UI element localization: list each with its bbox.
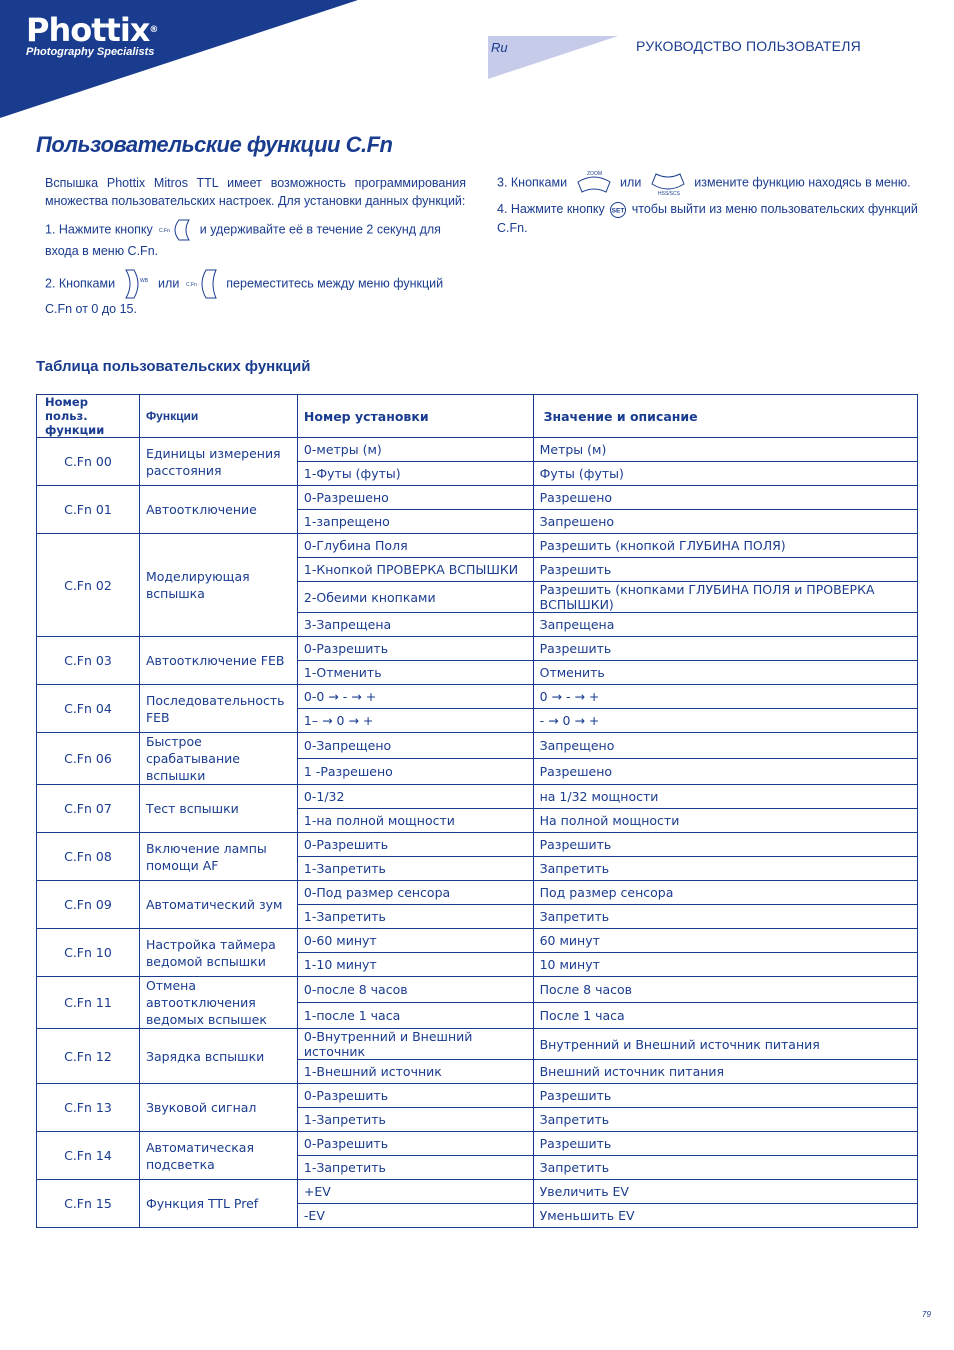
setting-description-cell: Запрещена (533, 613, 917, 637)
intro-text: Вспышка Phottix Mitros TTL имеет возможность программирования множества пользовательских настроек. Для установки данных функций: (45, 176, 466, 208)
function-number-cell: C.Fn 02 (37, 534, 140, 637)
setting-description-cell: Отменить (533, 661, 917, 685)
wb-icon-label: WB (139, 278, 148, 284)
function-number-cell: C.Fn 00 (37, 438, 140, 486)
setting-description-cell: 10 минут (533, 953, 917, 977)
table-row (37, 1132, 918, 1156)
header-description: Значение и описание (533, 395, 917, 438)
setting-number-cell: 0-Внутренний и Внешний источник (297, 1029, 533, 1060)
function-number-cell: C.Fn 03 (37, 637, 140, 685)
setting-description-cell: Футы (футы) (533, 462, 917, 486)
setting-description-cell: Разрешено (533, 759, 917, 785)
setting-number-cell: 1-Запретить (297, 905, 533, 929)
setting-number-cell: 0-60 минут (297, 929, 533, 953)
step-2-or: или (158, 276, 180, 291)
wb-button-icon (122, 268, 152, 300)
table-row (37, 534, 918, 558)
set-icon-label: SET (611, 207, 625, 215)
setting-number-cell: 0-Под размер сенсора (297, 881, 533, 905)
setting-description-cell: Разрешить (533, 833, 917, 857)
step-3 (497, 170, 927, 196)
step-4 (497, 200, 927, 237)
function-number-cell: C.Fn 12 (37, 1029, 140, 1084)
function-name-cell: Зарядка вспышки (139, 1029, 297, 1084)
setting-number-cell: 1-запрещено (297, 510, 533, 534)
logo-reg-mark: ® (149, 25, 158, 35)
setting-number-cell: 1-10 минут (297, 953, 533, 977)
setting-description-cell: Увеличить EV (533, 1180, 917, 1204)
setting-description-cell: 60 минут (533, 929, 917, 953)
step-3-text-a: 3. Кнопками (497, 175, 568, 190)
table-body (37, 438, 918, 1228)
function-name-cell: Функция TTL Pref (139, 1180, 297, 1228)
step-1-text-b: и удерживайте её в течение 2 секунд для входа в меню C.Fn. (45, 222, 441, 258)
table-row (37, 1180, 918, 1204)
setting-number-cell: 0-Разрешить (297, 1132, 533, 1156)
function-name-cell: Настройка таймера ведомой вспышки (139, 929, 297, 977)
function-number-cell: C.Fn 09 (37, 881, 140, 929)
setting-description-cell: Внутренний и Внешний источник питания (533, 1029, 917, 1060)
setting-description-cell: 0 → - → + (533, 685, 917, 709)
setting-number-cell: 1-Запретить (297, 1156, 533, 1180)
function-number-cell: C.Fn 14 (37, 1132, 140, 1180)
setting-number-cell: 3-Запрещена (297, 613, 533, 637)
function-name-cell: Последовательность FEB (139, 685, 297, 733)
function-number-cell: C.Fn 08 (37, 833, 140, 881)
step-1 (45, 218, 466, 260)
manual-title: РУКОВОДСТВО ПОЛЬЗОВАТЕЛЯ (636, 38, 861, 54)
function-name-cell: Автоотключение (139, 486, 297, 534)
function-name-cell: Тест вспышки (139, 785, 297, 833)
setting-number-cell: 1-Кнопкой ПРОВЕРКА ВСПЫШКИ (297, 558, 533, 582)
setting-description-cell: На полной мощности (533, 809, 917, 833)
setting-description-cell: После 8 часов (533, 977, 917, 1003)
setting-number-cell: 1-на полной мощности (297, 809, 533, 833)
table-row (37, 1029, 918, 1060)
table-row (37, 733, 918, 759)
cfn-icon-label: C.Fn (159, 228, 171, 234)
custom-functions-table (36, 394, 918, 1228)
language-tag: Ru (491, 40, 508, 55)
setting-description-cell: Запретить (533, 1156, 917, 1180)
phottix-logo (26, 12, 157, 58)
table-row (37, 977, 918, 1003)
hss-icon-label: HSS/SCS (657, 191, 680, 196)
function-name-cell: Автоматический зум (139, 881, 297, 929)
function-name-cell: Быстрое срабатывание вспышки (139, 733, 297, 785)
step-4-text-a: 4. Нажмите кнопку (497, 202, 605, 216)
table-row (37, 637, 918, 661)
setting-number-cell: 0-Разрешено (297, 486, 533, 510)
setting-description-cell: Разрешить (533, 637, 917, 661)
setting-description-cell: Запрешено (533, 510, 917, 534)
function-number-cell: C.Fn 15 (37, 1180, 140, 1228)
setting-description-cell: Запрещено (533, 733, 917, 759)
step-1-text-a: 1. Нажмите кнопку (45, 222, 153, 237)
setting-description-cell: Разрешить (533, 558, 917, 582)
function-number-cell: C.Fn 01 (37, 486, 140, 534)
setting-description-cell: Метры (м) (533, 438, 917, 462)
setting-number-cell: 0-0 → - → + (297, 685, 533, 709)
setting-number-cell: 0-1/32 (297, 785, 533, 809)
zoom-button-icon (574, 170, 614, 196)
step-3-or: или (620, 175, 642, 190)
function-number-cell: C.Fn 11 (37, 977, 140, 1029)
cfn-button-icon (159, 218, 193, 242)
table-row (37, 833, 918, 857)
setting-description-cell: Разрешить (кнопкой ГЛУБИНА ПОЛЯ) (533, 534, 917, 558)
function-name-cell: Включение лампы помощи AF (139, 833, 297, 881)
setting-description-cell: После 1 часа (533, 1003, 917, 1029)
setting-number-cell: 0-Разрешить (297, 833, 533, 857)
step-2-text-b: переместитесь между меню функций C.Fn от 0 до 15. (45, 276, 444, 316)
setting-description-cell: - → 0 → + (533, 709, 917, 733)
instructions-left (45, 174, 466, 326)
setting-number-cell: 1-Внешний источник (297, 1060, 533, 1084)
table-row (37, 785, 918, 809)
setting-number-cell: 1 -Разрешено (297, 759, 533, 785)
header-function-number: Номер польз. функции (37, 395, 140, 438)
setting-description-cell: Запретить (533, 1108, 917, 1132)
setting-description-cell: Разрешить (533, 1084, 917, 1108)
table-row (37, 1084, 918, 1108)
setting-description-cell: Запретить (533, 857, 917, 881)
setting-number-cell: 1– → 0 → + (297, 709, 533, 733)
setting-number-cell: 1-после 1 часа (297, 1003, 533, 1029)
setting-description-cell: Разрешено (533, 486, 917, 510)
function-name-cell: Отмена автоотключения ведомых вспышек (139, 977, 297, 1029)
function-name-cell: Автоотключение FEB (139, 637, 297, 685)
logo-tagline: Photography Specialists (26, 46, 155, 58)
setting-description-cell: Уменьшить EV (533, 1204, 917, 1228)
step-3-text-b: измените функцию находясь в меню. (694, 175, 911, 190)
cfn-button-icon-2 (186, 268, 220, 300)
function-number-cell: C.Fn 10 (37, 929, 140, 977)
setting-description-cell: Внешний источник питания (533, 1060, 917, 1084)
step-2-text-a: 2. Кнопками (45, 276, 116, 291)
setting-number-cell: 0-Разрешить (297, 1084, 533, 1108)
setting-description-cell: Разрешить (кнопками ГЛУБИНА ПОЛЯ и ПРОВЕРКА ВСПЫШКИ) (533, 582, 917, 613)
table-row (37, 685, 918, 709)
setting-description-cell: Под размер сенсора (533, 881, 917, 905)
setting-number-cell: -EV (297, 1204, 533, 1228)
zoom-icon-label: ZOOM (586, 171, 602, 177)
table-header-row (37, 395, 918, 438)
setting-number-cell: 0-Глубина Поля (297, 534, 533, 558)
function-number-cell: C.Fn 07 (37, 785, 140, 833)
setting-number-cell: +EV (297, 1180, 533, 1204)
step-4-text-b: чтобы выйти из меню пользовательских функций C.Fn. (497, 202, 918, 235)
function-number-cell: C.Fn 04 (37, 685, 140, 733)
setting-number-cell: 1-Запретить (297, 1108, 533, 1132)
setting-number-cell: 0-метры (м) (297, 438, 533, 462)
logo-name: Phottix (26, 11, 150, 49)
table-row (37, 929, 918, 953)
function-name-cell: Автоматическая подсветка (139, 1132, 297, 1180)
setting-number-cell: 0-Разрешить (297, 637, 533, 661)
setting-number-cell: 0-после 8 часов (297, 977, 533, 1003)
function-name-cell: Единицы измерения расстояния (139, 438, 297, 486)
setting-description-cell: Разрешить (533, 1132, 917, 1156)
setting-number-cell: 1-Отменить (297, 661, 533, 685)
header-function: Функции (139, 395, 297, 438)
setting-number-cell: 1-Футы (футы) (297, 462, 533, 486)
setting-description-cell: на 1/32 мощности (533, 785, 917, 809)
table-row (37, 438, 918, 462)
step-2 (45, 268, 466, 318)
table-title: Таблица пользовательских функций (36, 358, 311, 375)
header-setting-number: Номер установки (297, 395, 533, 438)
cfn-icon-label-2: C.Fn (185, 282, 197, 288)
setting-description-cell: Запретить (533, 905, 917, 929)
page-title: Пользовательские функции C.Fn (36, 132, 393, 157)
instructions-right (497, 170, 927, 245)
function-number-cell: C.Fn 06 (37, 733, 140, 785)
hss-button-icon (648, 170, 688, 196)
function-name-cell: Звуковой сигнал (139, 1084, 297, 1132)
function-name-cell: Моделирующая вспышка (139, 534, 297, 637)
table-row (37, 881, 918, 905)
set-button-icon (609, 201, 627, 219)
setting-number-cell: 1-Запретить (297, 857, 533, 881)
setting-number-cell: 2-Обеими кнопками (297, 582, 533, 613)
function-number-cell: C.Fn 13 (37, 1084, 140, 1132)
table-row (37, 486, 918, 510)
page-number: 79 (922, 1310, 931, 1319)
setting-number-cell: 0-Запрещено (297, 733, 533, 759)
